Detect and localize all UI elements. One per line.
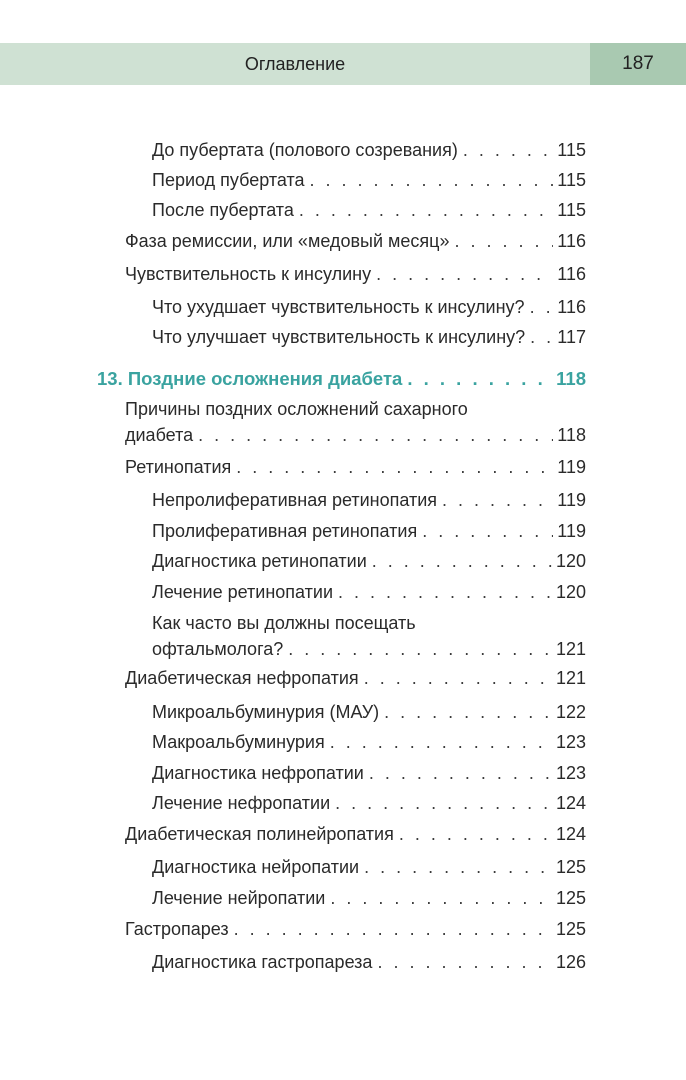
toc-entry-page: 116	[557, 297, 586, 317]
dot-leader	[530, 324, 553, 350]
toc-entry-title: Лечение нейропатии	[152, 888, 326, 908]
dot-leader	[407, 366, 552, 392]
toc-entry-title: Пролиферативная ретинопатия	[152, 521, 418, 541]
dot-leader	[335, 790, 552, 816]
toc-entry-title: Макроальбуминурия	[152, 732, 325, 752]
page-number: 187	[590, 43, 686, 85]
toc-entry[interactable]	[152, 790, 586, 816]
toc-entry-title: Лечение ретинопатии	[152, 582, 334, 602]
toc-entry-title: Микроальбуминурия (МАУ)	[152, 702, 380, 722]
toc-entry[interactable]	[125, 916, 586, 942]
dot-leader	[377, 949, 552, 975]
toc-entry[interactable]	[152, 579, 586, 605]
toc-entry[interactable]	[152, 197, 586, 223]
toc-chapter-entry[interactable]	[97, 366, 586, 394]
toc-entry-page: 118	[556, 368, 586, 389]
toc-entry-title: Лечение нефропатии	[152, 793, 331, 813]
toc-entry[interactable]	[152, 294, 586, 320]
toc-entry-title: Чувствительность к инсулину	[125, 264, 372, 284]
toc-entry[interactable]	[125, 261, 586, 287]
dot-leader	[384, 699, 552, 725]
toc-entry-title: Что ухудшает чувствительность к инсулину?	[152, 297, 525, 317]
toc-entry-title: После пубертата	[152, 200, 294, 220]
dot-leader	[288, 636, 552, 662]
dot-leader	[442, 487, 553, 513]
dot-leader	[369, 760, 552, 786]
toc-entry-title: Что улучшает чувствительность к инсулину?	[152, 327, 526, 347]
toc-entry-title: Непролиферативная ретинопатия	[152, 490, 438, 510]
dot-leader	[198, 422, 553, 448]
toc-entry-title: Диагностика нефропатии	[152, 763, 364, 783]
toc-chapter-title: 13. Поздние осложнения диабета	[97, 368, 403, 389]
toc-entry-page: 124	[555, 824, 586, 844]
toc-entry[interactable]	[125, 821, 586, 847]
toc-entry-page: 119	[557, 490, 586, 510]
toc-entry-page: 115	[557, 170, 586, 190]
toc-entry-page: 121	[555, 639, 586, 659]
toc-entry-title: Диагностика нейропатии	[152, 857, 360, 877]
toc-entry[interactable]	[152, 487, 586, 513]
toc-entry-title: Период пубертата	[152, 170, 305, 190]
toc-entry[interactable]	[125, 454, 586, 480]
dot-leader	[338, 579, 552, 605]
toc-entry[interactable]	[152, 760, 586, 786]
toc-entry[interactable]	[125, 228, 586, 254]
toc-entry[interactable]	[125, 665, 586, 691]
dot-leader	[236, 454, 553, 480]
toc-entry[interactable]	[152, 885, 586, 911]
dot-leader	[463, 137, 553, 163]
dot-leader	[364, 665, 552, 691]
header-title: Оглавление	[244, 54, 346, 74]
toc-entry-title: Диагностика ретинопатии	[152, 551, 367, 571]
dot-leader	[330, 885, 552, 911]
toc-entry-page: 116	[557, 264, 586, 284]
toc-entry[interactable]	[152, 699, 586, 725]
dot-leader	[422, 518, 553, 544]
dot-leader	[454, 228, 553, 254]
toc-entry-page: 126	[555, 952, 586, 972]
toc-entry-title-line1: Как часто вы должны посещать	[152, 613, 416, 633]
toc-entry-page: 118	[557, 425, 586, 445]
toc-entry-title-line1: Причины поздних осложнений сахарного	[125, 399, 468, 419]
toc-entry-title: офтальмолога?	[152, 639, 284, 659]
toc-entry-title: Фаза ремиссии, или «медовый месяц»	[125, 231, 450, 251]
dot-leader	[299, 197, 553, 223]
toc-entry-page: 115	[557, 140, 586, 160]
toc-entry-title: Ретинопатия	[125, 457, 232, 477]
toc-entry-page: 125	[555, 857, 586, 877]
toc-entry-title: диабета	[125, 425, 194, 445]
toc-entry-page: 124	[555, 793, 586, 813]
toc-entry-title: Гастропарез	[125, 919, 229, 939]
toc-entry[interactable]	[152, 854, 586, 880]
toc-entry-title: Диагностика гастропареза	[152, 952, 373, 972]
toc-entry-page: 123	[555, 732, 586, 752]
toc-entry-page: 120	[555, 582, 586, 602]
toc-entry-page: 119	[557, 521, 586, 541]
toc-entry-page: 122	[555, 702, 586, 722]
dot-leader	[376, 261, 553, 287]
toc-entry[interactable]	[152, 949, 586, 975]
toc-entry[interactable]	[125, 396, 586, 448]
toc-entry[interactable]	[152, 518, 586, 544]
toc-entry-page: 125	[555, 888, 586, 908]
toc-entry[interactable]	[152, 610, 586, 662]
toc-entry[interactable]	[152, 167, 586, 193]
dot-leader	[364, 854, 552, 880]
toc-entry-page: 123	[555, 763, 586, 783]
toc-entry[interactable]	[152, 137, 586, 163]
dot-leader	[310, 167, 554, 193]
toc-entry-page: 117	[557, 327, 586, 347]
dot-leader	[234, 916, 552, 942]
dot-leader	[399, 821, 552, 847]
dot-leader	[330, 729, 552, 755]
toc-entry-title: До пубертата (полового созревания)	[152, 140, 458, 160]
toc-entry[interactable]	[152, 729, 586, 755]
toc-entry-title: Диабетическая нефропатия	[125, 668, 359, 688]
toc-entry-page: 115	[557, 200, 586, 220]
toc-entry-page: 125	[555, 919, 586, 939]
toc-entry[interactable]	[152, 548, 586, 574]
toc-entry-page: 116	[557, 231, 586, 251]
dot-leader	[372, 548, 552, 574]
toc-entry[interactable]	[152, 324, 586, 350]
dot-leader	[530, 294, 554, 320]
toc-entry-page: 120	[555, 551, 586, 571]
toc-entry-page: 119	[557, 457, 586, 477]
toc-entry-title: Диабетическая полинейропатия	[125, 824, 394, 844]
toc-entry-page: 121	[555, 668, 586, 688]
